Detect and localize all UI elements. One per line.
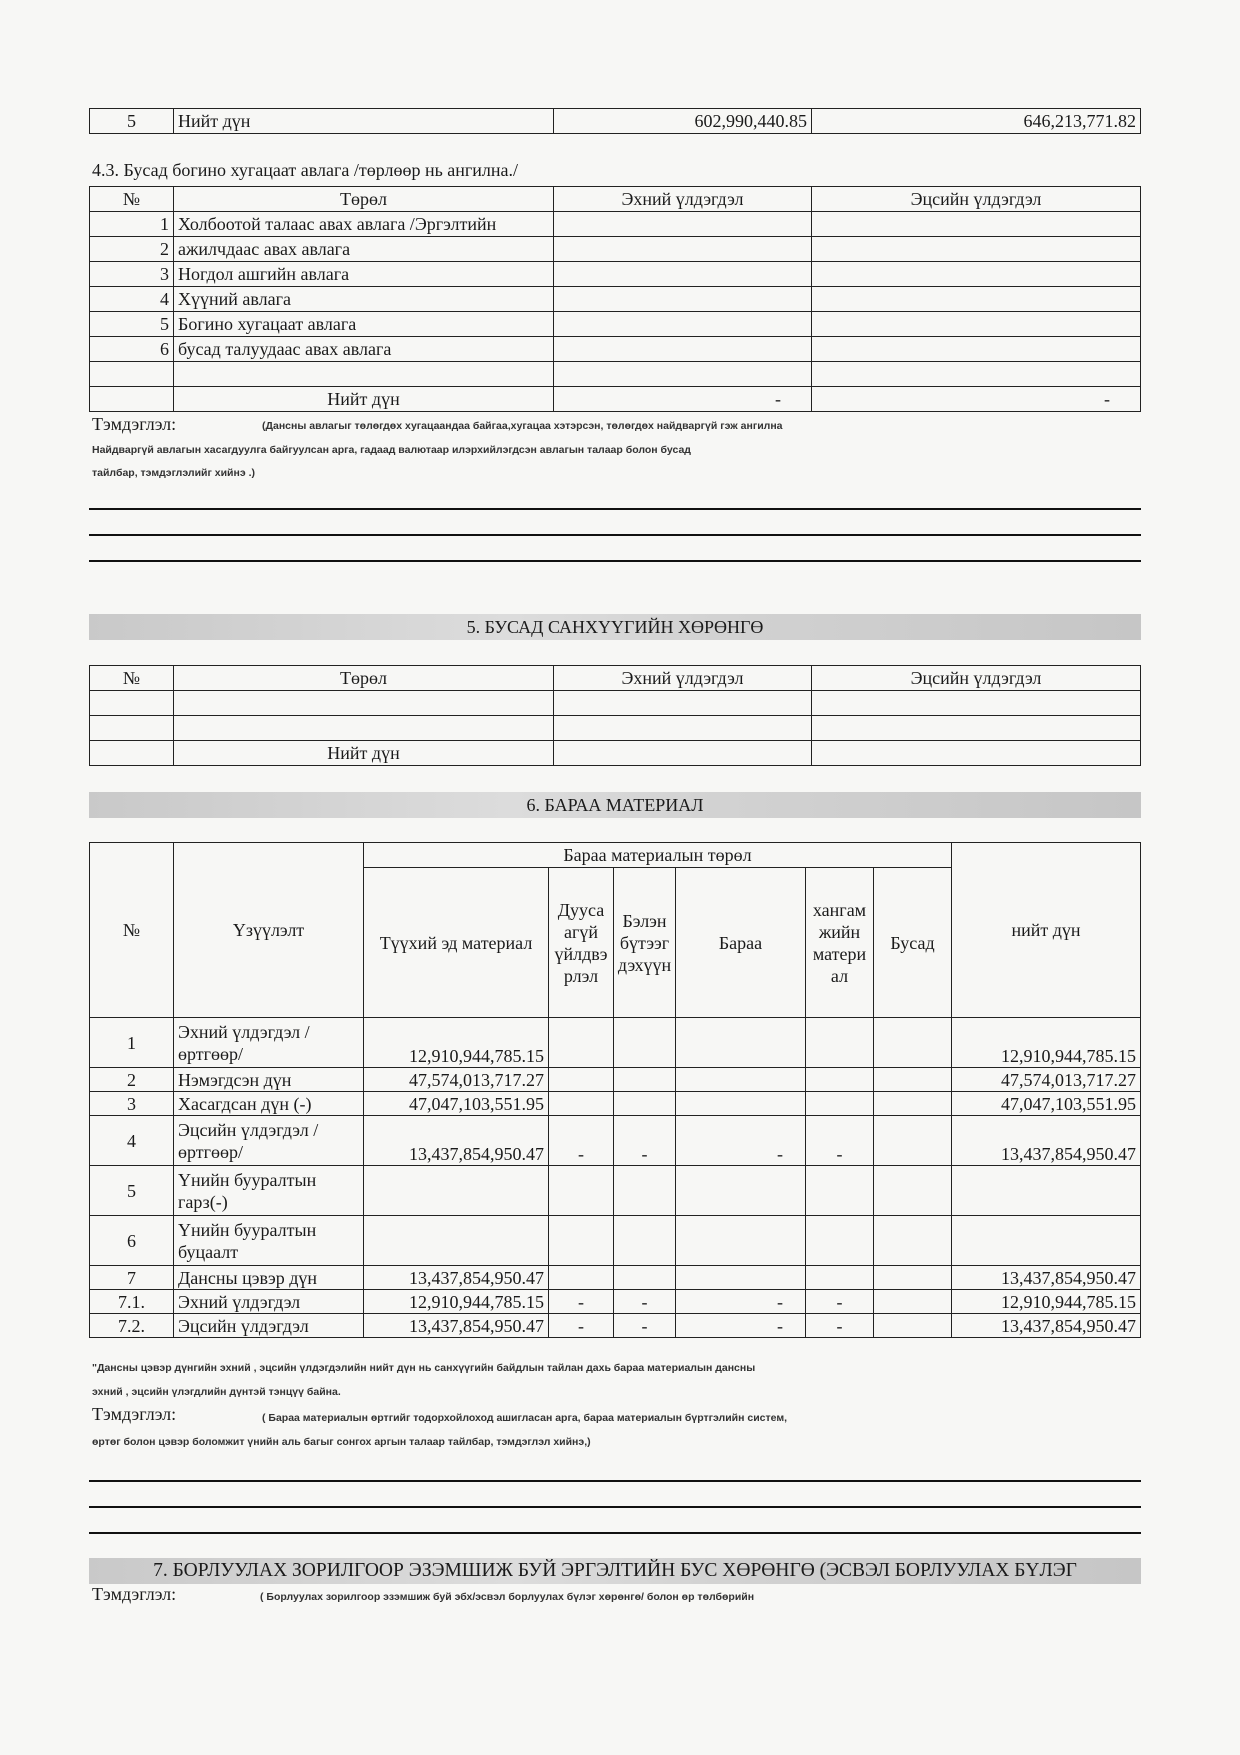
row-label: Дансны цэвэр дүн [174, 1266, 364, 1290]
col-other-header: Бусад [874, 868, 952, 1018]
cell [812, 312, 1141, 337]
total-value: 12,910,944,785.15 [952, 1018, 1141, 1068]
total-value: 13,437,854,950.47 [952, 1266, 1141, 1290]
note-rule [89, 560, 1141, 562]
note-label: Тэмдэглэл: [92, 1584, 177, 1604]
cell [812, 212, 1141, 237]
row-no: 3 [90, 262, 174, 287]
finished-goods-value [614, 1216, 676, 1266]
total-value: 47,047,103,551.95 [952, 1092, 1141, 1116]
row-no: 7.2. [90, 1314, 174, 1338]
finished-goods-value [614, 1166, 676, 1216]
table-row [90, 1092, 1141, 1116]
cell [812, 337, 1141, 362]
table-row [90, 691, 1141, 716]
col-start-header: Эхний үлдэгдэл [554, 666, 812, 691]
cell [554, 362, 812, 387]
table-row [90, 1290, 1141, 1314]
cell [812, 716, 1141, 741]
col-raw-header: Түүхий эд материал [364, 868, 549, 1018]
col-type-header: Төрөл [174, 666, 554, 691]
raw-material-value: 47,047,103,551.95 [364, 1092, 549, 1116]
col-goods-header: Бараа [676, 868, 806, 1018]
wip-value [549, 1266, 614, 1290]
raw-material-value: 13,437,854,950.47 [364, 1116, 549, 1166]
note-label: Тэмдэглэл: [92, 414, 177, 434]
row-label: Эцсийн үлдэгдэл /өртгөөр/ [174, 1116, 364, 1166]
table-row [90, 716, 1141, 741]
col-wip-header: Дууса агүй үйлдвэ рлэл [549, 868, 614, 1018]
supplies-value [806, 1018, 874, 1068]
cell [812, 237, 1141, 262]
raw-material-value [364, 1166, 549, 1216]
section-7-title: 7. БОРЛУУЛАХ ЗОРИЛГООР ЭЗЭМШИЖ БУЙ ЭРГЭЛТИЙН БУС ХӨРӨНГӨ (ЭСВЭЛ БОРЛУУЛАХ БҮЛЭГ [89, 1558, 1141, 1584]
row-no: 5 [90, 312, 174, 337]
note-label: Тэмдэглэл: [92, 1404, 177, 1424]
cell [174, 362, 554, 387]
cell [90, 741, 174, 766]
other-value [874, 1116, 952, 1166]
goods-value: - [676, 1314, 806, 1338]
table-header-row [90, 187, 1141, 212]
table-row [90, 1068, 1141, 1092]
note-text: ( Бараа материалын өртгийг тодорхойлоход ашигласан арга, бараа материалын бүртгэлийн систем, [262, 1412, 788, 1424]
row-label: Богино хугацаат авлага [174, 312, 554, 337]
section-5-title: 5. БУСАД САНХҮҮГИЙН ХӨРӨНГӨ [89, 614, 1141, 640]
table-header-row [90, 843, 1141, 868]
goods-value [676, 1216, 806, 1266]
cell [90, 691, 174, 716]
table-total-row [90, 741, 1141, 766]
row-no: 6 [90, 1216, 174, 1266]
table-row [90, 1266, 1141, 1290]
note-text: ( Борлуулах зорилгоор эзэмшиж буй эбх/эсвэл борлуулах бүлэг хөрөнгө/ болон өр төлбөрийн [260, 1591, 755, 1603]
top-total-table [89, 108, 1141, 134]
wip-value [549, 1166, 614, 1216]
row-no: 1 [90, 1018, 174, 1068]
inventory-table-body [90, 1018, 1141, 1338]
raw-material-value: 47,574,013,717.27 [364, 1068, 549, 1092]
section-4-3-caption: 4.3. Бусад богино хугацаат авлага /төрлөөр нь ангилна./ [92, 160, 519, 180]
row-no: 6 [90, 337, 174, 362]
table-row [90, 287, 1141, 312]
supplies-value: - [806, 1290, 874, 1314]
note-rule [89, 1480, 1141, 1482]
other-value [874, 1068, 952, 1092]
col-type-header: Төрөл [174, 187, 554, 212]
col-supplies-header: хангам жийн матери ал [806, 868, 874, 1018]
supplies-value: - [806, 1116, 874, 1166]
row-no: 2 [90, 1068, 174, 1092]
col-start-header: Эхний үлдэгдэл [554, 187, 812, 212]
cell [812, 741, 1141, 766]
wip-value [549, 1092, 614, 1116]
note-text: Найдваргүй авлагын хасагдуулга байгуулсан арга, гадаад валютаар илэрхийлэгдсэн авлагын талаар болон бусад [92, 444, 691, 456]
total-end: - [812, 387, 1141, 412]
other-value [874, 1314, 952, 1338]
raw-material-value: 13,437,854,950.47 [364, 1314, 549, 1338]
row-label: Эхний үлдэгдэл /өртгөөр/ [174, 1018, 364, 1068]
row-label: Хүүний авлага [174, 287, 554, 312]
note-text: (Дансны авлагыг төлөгдөх хугацаандаа байгаа,хугацаа хэтэрсэн, төлөгдөх найдваргүй гэж ангилна [262, 420, 783, 432]
cell [554, 312, 812, 337]
wip-value: - [549, 1116, 614, 1166]
wip-value: - [549, 1314, 614, 1338]
wip-value [549, 1216, 614, 1266]
cell [554, 237, 812, 262]
table-total-row [90, 387, 1141, 412]
other-value [874, 1018, 952, 1068]
table-row [90, 1018, 1141, 1068]
finished-goods-value: - [614, 1314, 676, 1338]
wip-value [549, 1018, 614, 1068]
other-value [874, 1266, 952, 1290]
cell [812, 362, 1141, 387]
supplies-value [806, 1092, 874, 1116]
finished-goods-value: - [614, 1290, 676, 1314]
row-no: 2 [90, 237, 174, 262]
footnote-text: эхний , эцсийн үлэгдлийн дүнтэй тэнцүү байна. [92, 1386, 341, 1398]
raw-material-value: 12,910,944,785.15 [364, 1290, 549, 1314]
cell [554, 262, 812, 287]
table-row [90, 1116, 1141, 1166]
goods-value [676, 1068, 806, 1092]
goods-value [676, 1266, 806, 1290]
wip-value: - [549, 1290, 614, 1314]
row-label: Нийт дүн [174, 109, 554, 134]
note-rule [89, 534, 1141, 536]
goods-value [676, 1018, 806, 1068]
table-row [90, 312, 1141, 337]
goods-value [676, 1166, 806, 1216]
total-value: 47,574,013,717.27 [952, 1068, 1141, 1092]
raw-material-value: 13,437,854,950.47 [364, 1266, 549, 1290]
row-no: 7.1. [90, 1290, 174, 1314]
wip-value [549, 1068, 614, 1092]
row-no: 7 [90, 1266, 174, 1290]
row-label: ажилчдаас авах авлага [174, 237, 554, 262]
cell [174, 716, 554, 741]
finished-goods-value [614, 1092, 676, 1116]
col-no-header: № [90, 187, 174, 212]
total-start: - [554, 387, 812, 412]
other-value [874, 1290, 952, 1314]
cell [174, 691, 554, 716]
total-value [952, 1166, 1141, 1216]
cell [90, 716, 174, 741]
table-row [90, 362, 1141, 387]
row-no: 4 [90, 1116, 174, 1166]
finished-goods-value [614, 1266, 676, 1290]
row-label: бусад талуудаас авах авлага [174, 337, 554, 362]
goods-value: - [676, 1290, 806, 1314]
raw-material-value [364, 1216, 549, 1266]
total-value [952, 1216, 1141, 1266]
cell [554, 691, 812, 716]
row-end-value: 646,213,771.82 [812, 109, 1141, 134]
cell [90, 362, 174, 387]
row-no: 4 [90, 287, 174, 312]
table-header-row [90, 666, 1141, 691]
supplies-value: - [806, 1314, 874, 1338]
row-label: Холбоотой талаас авах авлага /Эргэлтийн [174, 212, 554, 237]
cell [554, 212, 812, 237]
raw-material-value: 12,910,944,785.15 [364, 1018, 549, 1068]
supplies-value [806, 1068, 874, 1092]
total-value: 12,910,944,785.15 [952, 1290, 1141, 1314]
group-header: Бараа материалын төрөл [364, 843, 952, 868]
col-end-header: Эцсийн үлдэгдэл [812, 666, 1141, 691]
row-no: 5 [90, 109, 174, 134]
table-row [90, 262, 1141, 287]
supplies-value [806, 1166, 874, 1216]
footnote-text: "Дансны цэвэр дүнгийн эхний , эцсийн үлдэгдэлийн нийт дүн нь санхүүгийн байдлын тайлан дахь бараа материалын дансны [92, 1362, 756, 1374]
col-end-header: Эцсийн үлдэгдэл [812, 187, 1141, 212]
inventory-table [89, 842, 1141, 1338]
total-label: Нийт дүн [174, 387, 554, 412]
supplies-value [806, 1216, 874, 1266]
note-text: тайлбар, тэмдэглэлийг хийнэ .) [92, 467, 255, 479]
table-row [90, 237, 1141, 262]
receivables-table [89, 186, 1141, 412]
note-rule [89, 1532, 1141, 1534]
total-value: 13,437,854,950.47 [952, 1116, 1141, 1166]
col-finished-header: Бэлэн бүтээг дэхүүн [614, 868, 676, 1018]
row-label: Ногдол ашгийн авлага [174, 262, 554, 287]
row-label: Үнийн бууралтын буцаалт [174, 1216, 364, 1266]
row-label: Эцсийн үлдэгдэл [174, 1314, 364, 1338]
note-text: өртөг болон цэвэр боломжит үнийн аль багыг сонгох аргын талаар тайлбар, тэмдэглэл хийнэ,) [92, 1436, 591, 1448]
col-total-header: нийт дүн [952, 843, 1141, 1018]
table-row [90, 212, 1141, 237]
table-row [90, 1314, 1141, 1338]
total-label: Нийт дүн [174, 741, 554, 766]
row-label: Нэмэгдсэн дүн [174, 1068, 364, 1092]
other-financial-assets-table [89, 665, 1141, 766]
col-no-header: № [90, 666, 174, 691]
other-value [874, 1166, 952, 1216]
note-rule [89, 1506, 1141, 1508]
cell [812, 287, 1141, 312]
cell [554, 287, 812, 312]
goods-value: - [676, 1116, 806, 1166]
col-indicator-header: Үзүүлэлт [174, 843, 364, 1018]
cell [554, 741, 812, 766]
cell [554, 337, 812, 362]
finished-goods-value: - [614, 1116, 676, 1166]
row-no: 5 [90, 1166, 174, 1216]
col-no-header: № [90, 843, 174, 1018]
cell [812, 691, 1141, 716]
row-no: 1 [90, 212, 174, 237]
finished-goods-value [614, 1018, 676, 1068]
finished-goods-value [614, 1068, 676, 1092]
section-6-title: 6. БАРАА МАТЕРИАЛ [89, 792, 1141, 818]
cell [554, 716, 812, 741]
other-value [874, 1092, 952, 1116]
total-value: 13,437,854,950.47 [952, 1314, 1141, 1338]
table-row [90, 109, 1141, 134]
table-row [90, 1216, 1141, 1266]
goods-value [676, 1092, 806, 1116]
row-label: Хасагдсан дүн (-) [174, 1092, 364, 1116]
row-label: Эхний үлдэгдэл [174, 1290, 364, 1314]
supplies-value [806, 1266, 874, 1290]
note-rule [89, 508, 1141, 510]
row-no: 3 [90, 1092, 174, 1116]
table-row [90, 337, 1141, 362]
table-row [90, 1166, 1141, 1216]
cell [90, 387, 174, 412]
other-value [874, 1216, 952, 1266]
row-label: Үнийн бууралтын гарз(-) [174, 1166, 364, 1216]
row-start-value: 602,990,440.85 [554, 109, 812, 134]
cell [812, 262, 1141, 287]
